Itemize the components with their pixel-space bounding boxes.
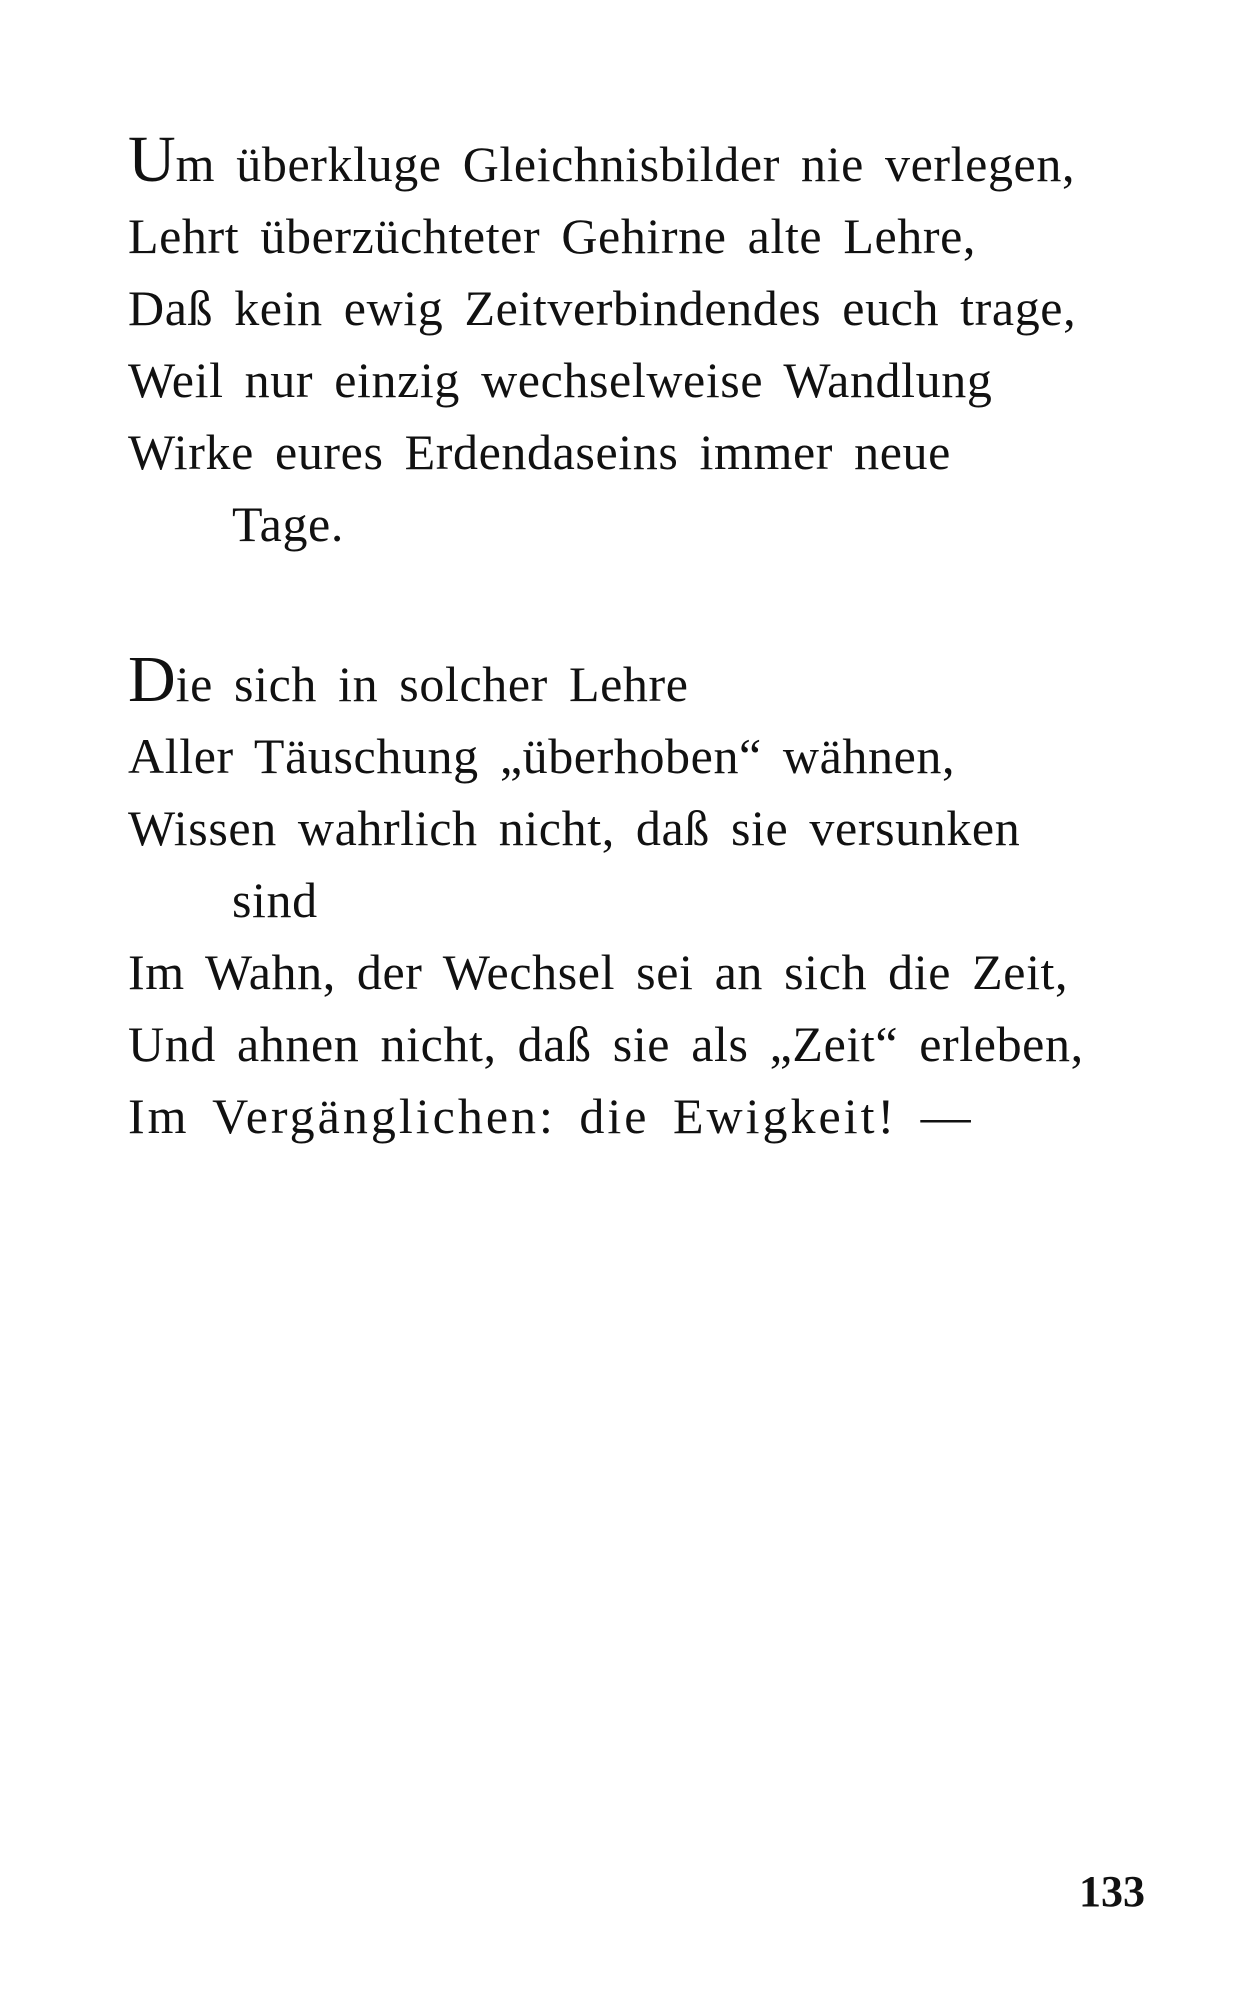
poem-line: Und ahnen nicht, daß sie als „Zeit“ erleben, — [128, 1016, 1084, 1072]
page-number: 133 — [1079, 1867, 1145, 1916]
drop-initial: U — [128, 123, 176, 196]
poem-line — [128, 643, 1188, 720]
poem-line: Wirke eures Erdendaseins immer neue — [128, 424, 951, 480]
poem-line: Daß kein ewig Zeitverbindendes euch trage, — [128, 280, 1077, 336]
drop-initial: D — [128, 643, 176, 716]
stanza-2 — [128, 643, 1188, 1152]
poem-line: Im Wahn, der Wechsel sei an sich die Zeit, — [128, 944, 1069, 1000]
poem-line-continuation: sind — [232, 872, 318, 928]
poem-line: Lehrt überzüchteter Gehirne alte Lehre, — [128, 208, 977, 264]
poem-line-continuation: Tage. — [232, 496, 344, 552]
poem-line: Weil nur einzig wechselweise Wandlung — [128, 352, 993, 408]
poem-line: Im Vergänglichen: die Ewigkeit! — — [128, 1088, 974, 1144]
line-text: m überkluge Gleichnisbilder nie verlegen, — [175, 136, 1076, 192]
poem-line: Wissen wahrlich nicht, daß sie versunken — [128, 800, 1021, 856]
stanza-1 — [128, 123, 1188, 560]
poem-line — [128, 123, 1188, 200]
line-text: ie sich in solcher Lehre — [175, 656, 689, 712]
poem-line: Aller Täuschung „überhoben“ wähnen, — [128, 728, 956, 784]
